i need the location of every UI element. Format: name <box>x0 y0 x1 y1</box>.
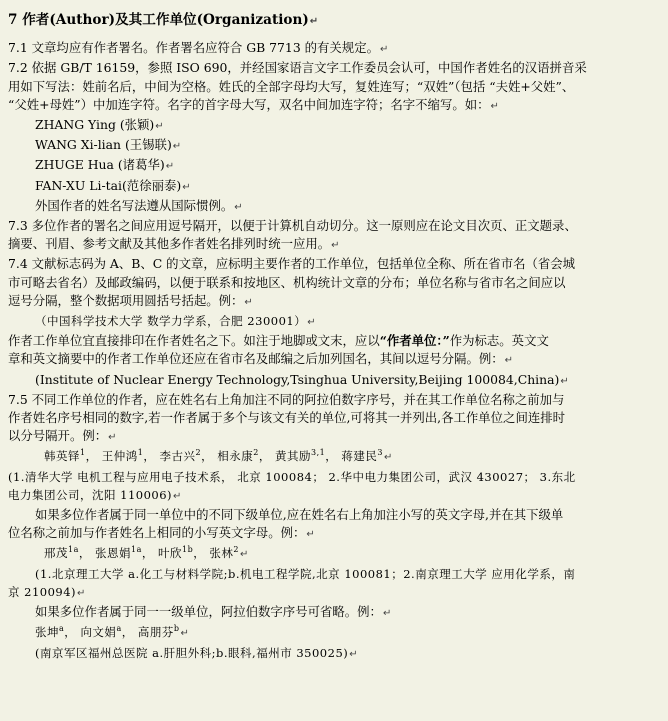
example-affiliations-3: (南京军区福州总医院 a.肝胆外科;b.眼科,福州市 350025)↵ <box>35 645 359 660</box>
author: 叶欣$^{1b}$ <box>158 545 194 561</box>
para-7-5-line1: 7.5 不同工作单位的作者，应在姓名右上角加注不同的阿拉伯数字序号，并在其工作单位名称之前加与 <box>8 391 565 407</box>
affiliation-placement-line2: 章和英文摘要中的作者工作单位还应在省市名及邮编之后加列国名，其间以逗号分隔。例：↵ <box>8 351 514 367</box>
foreign-author-note: 外国作者的姓名写法遵从国际惯例。↵ <box>35 197 243 213</box>
para-7-4-line1: 7.4 文献标志码为 A、B、C 的文章，应标明主要作者的工作单位，包括单位全称、所在省市名（省会城 <box>8 256 576 272</box>
author: 相永康$^2$ <box>217 448 259 464</box>
sub-unit-rule-line2: 位名称之前加与作者姓名上相同的小写英文字母。例：↵ <box>8 525 315 541</box>
para-7-5-line3: 以分号隔开。例：↵ <box>8 428 117 444</box>
example-name-2: WANG Xi-lian (王锡联)↵ <box>35 137 182 153</box>
para-7-1: 7.1 文章均应有作者署名。作者署名应符合 GB 7713 的有关规定。↵ <box>8 40 389 56</box>
para-7-2-line2: 用如下写法：姓前名后，中间为空格。姓氏的全部字母均大写，复姓连写；“双姓”（包括 “夫姓+父姓”、 <box>8 78 575 94</box>
author: 黄其励$^{3,1}$ <box>275 448 326 464</box>
para-7-2-line3: “父姓+母姓”）中加连字符。名字的首字母大写，双名中间加连字符；名字不缩写。如：↵ <box>8 96 499 112</box>
author: 高朋芬$^b$ <box>137 624 180 640</box>
author: 李古兴$^2$ <box>159 448 202 464</box>
author: 王仲鸿$^1$ <box>101 448 144 464</box>
para-7-4-line3: 逗号分隔，整个数据项用圆括号括起。例：↵ <box>8 292 253 308</box>
author: 蒋建民$^3$ <box>341 448 383 464</box>
author: 张林$^2$ <box>209 545 239 561</box>
example-authors-3: 张坤$^a$， 向文娟$^a$， 高朋芬$^b$↵ <box>35 624 190 640</box>
para-7-3-line2: 摘要、刊眉、参考文献及其他多作者姓名排列时统一应用。↵ <box>8 236 340 252</box>
author: 韩英铎$^1$ <box>44 448 86 464</box>
para-7-3-line1: 7.3 多位作者的署名之间应用逗号隔开，以便于计算机自动切分。这一原则应在论文目次页、正文题录、 <box>8 218 577 234</box>
author: 张坤$^a$ <box>35 624 65 640</box>
example-name-1: ZHANG Ying (张颖)↵ <box>35 117 164 133</box>
example-affiliation-cn: （中国科学技术大学 数学力学系，合肥 230001）↵ <box>35 314 317 329</box>
example-affiliations-2-line2: 京 210094)↵ <box>8 584 86 599</box>
example-affiliations-1-line1: (1.清华大学 电机工程与应用电子技术系， 北京 100084； 2.华中电力集团公司，武汉 430027； 3.东北 <box>8 469 576 484</box>
section-heading: 7 作者(Author)及其工作单位(Organization)↵ <box>8 12 319 28</box>
para-7-5-line2: 作者姓名序号相同的数字,若一作者属于多个与该文有关的单位,可将其一并列出,各工作单位之间连排时 <box>8 410 566 426</box>
author: 向文娟$^a$ <box>80 624 122 640</box>
example-authors-1: 韩英铎$^1$， 王仲鸿$^1$， 李古兴$^2$， 相永康$^2$， 黄其励$^{3,1}$， 蒋建民$^3$↵ <box>44 448 393 464</box>
sub-unit-rule-line1: 如果多位作者属于同一单位中的不同下级单位,应在姓名右上角加注小写的英文字母,并在其下级单 <box>35 507 564 523</box>
example-affiliations-2-line1: (1.北京理工大学 a.化工与材料学院;b.机电工程学院,北京 100081；2.南京理工大学 应用化学系，南 <box>35 566 576 581</box>
affiliation-placement-line1: 作者工作单位宜直接排印在作者姓名之下。如注于地脚或文末，应以“作者单位：”作为标志。英文文 <box>8 333 549 349</box>
author: 张恩娟$^{1a}$ <box>95 545 142 561</box>
example-name-4: FAN-XU Li-tai(范徐丽泰)↵ <box>35 177 191 193</box>
example-name-3: ZHUGE Hua (诸葛华)↵ <box>35 157 175 173</box>
author: 邢茂$^{1a}$ <box>44 545 79 561</box>
para-7-4-line2: 市可略去省名）及邮政编码，以便于联系和按地区、机构统计文章的分布；单位名称与省市名之间应以 <box>8 274 566 290</box>
example-affiliation-en: (Institute of Nuclear Energy Technology,Tsinghua University,Beijing 100084,China)↵ <box>35 371 569 387</box>
same-unit-rule: 如果多位作者属于同一一级单位，阿拉伯数字序号可省略。例：↵ <box>35 604 392 620</box>
example-authors-2: 邢茂$^{1a}$， 张恩娟$^{1a}$， 叶欣$^{1b}$， 张林$^2$↵ <box>44 545 249 561</box>
para-7-2-line1: 7.2 依据 GB/T 16159，参照 ISO 690，并经国家语言文字工作委员会认可，中国作者姓名的汉语拼音采 <box>8 60 587 76</box>
example-affiliations-1-line2: 电力集团公司，沈阳 110006)↵ <box>8 487 182 502</box>
